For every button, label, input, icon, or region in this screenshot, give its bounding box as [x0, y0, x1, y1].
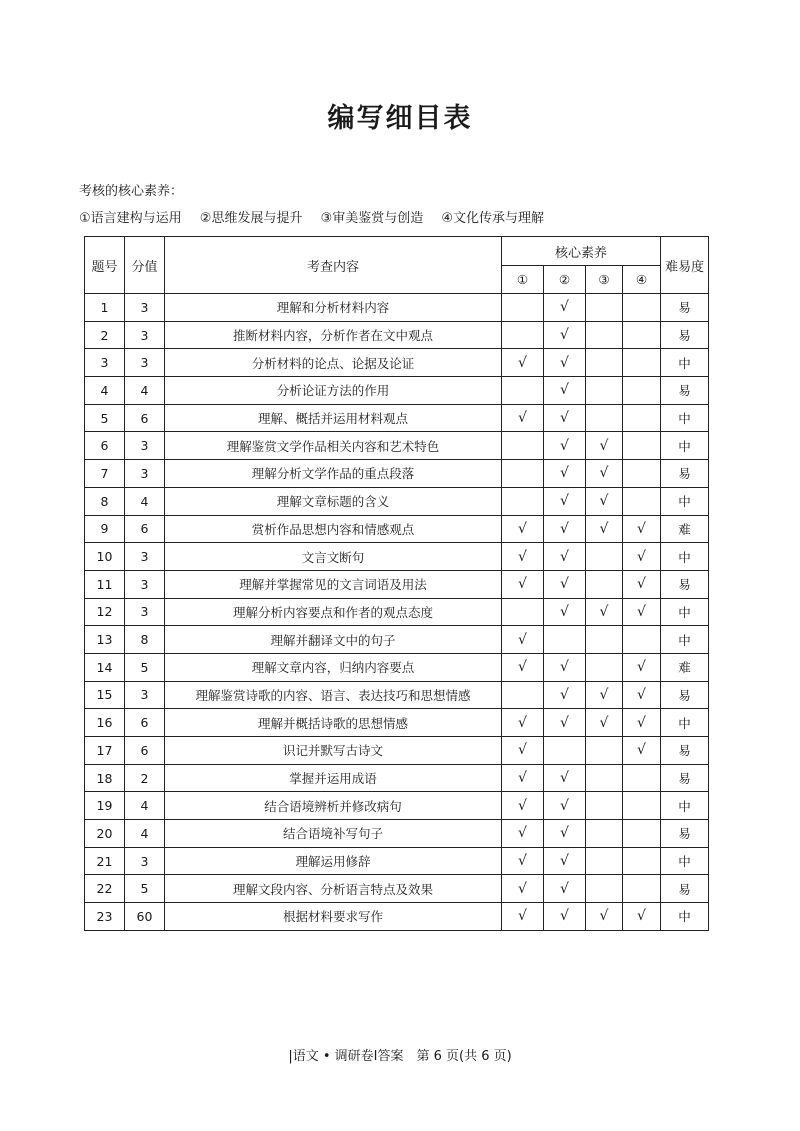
cell-core-4 [623, 847, 661, 875]
cell-core-2: √ [544, 515, 586, 543]
cell-score: 60 [125, 903, 165, 931]
cell-score: 4 [125, 377, 165, 405]
literacy-item-1: ①语言建构与运用 [79, 211, 182, 226]
cell-content: 根据材料要求写作 [165, 903, 502, 931]
cell-core-2: √ [544, 764, 586, 792]
table-row [85, 709, 709, 737]
cell-core-3: √ [586, 432, 623, 460]
table-row [85, 681, 709, 709]
cell-core-2: √ [544, 349, 586, 377]
table-row [85, 847, 709, 875]
cell-difficulty: 中 [661, 626, 709, 654]
table-row [85, 792, 709, 820]
cell-core-4: √ [623, 681, 661, 709]
cell-core-2: √ [544, 875, 586, 903]
cell-number: 8 [85, 487, 125, 515]
cell-number: 3 [85, 349, 125, 377]
cell-core-4 [623, 487, 661, 515]
cell-score: 8 [125, 626, 165, 654]
header-core-3: ③ [586, 266, 623, 294]
cell-difficulty: 中 [661, 847, 709, 875]
cell-difficulty: 中 [661, 792, 709, 820]
cell-core-3 [586, 626, 623, 654]
cell-number: 20 [85, 820, 125, 848]
cell-core-4 [623, 321, 661, 349]
cell-core-1 [502, 460, 544, 488]
table-row [85, 875, 709, 903]
header-core-literacy: 核心素养 [502, 237, 661, 266]
cell-core-3 [586, 543, 623, 571]
cell-core-3: √ [586, 709, 623, 737]
cell-core-2: √ [544, 792, 586, 820]
cell-core-3 [586, 737, 623, 765]
cell-number: 5 [85, 404, 125, 432]
literacy-intro-label: 考核的核心素养： [79, 184, 184, 199]
cell-number: 9 [85, 515, 125, 543]
cell-number: 10 [85, 543, 125, 571]
cell-core-2: √ [544, 377, 586, 405]
cell-core-3 [586, 764, 623, 792]
cell-content: 理解并翻译文中的句子 [165, 626, 502, 654]
cell-core-2: √ [544, 903, 586, 931]
cell-content: 理解和分析材料内容 [165, 294, 502, 322]
cell-core-3 [586, 653, 623, 681]
cell-core-3 [586, 349, 623, 377]
cell-number: 17 [85, 737, 125, 765]
cell-core-3 [586, 847, 623, 875]
cell-core-1: √ [502, 737, 544, 765]
cell-core-2: √ [544, 681, 586, 709]
cell-difficulty: 中 [661, 487, 709, 515]
cell-core-4: √ [623, 543, 661, 571]
cell-difficulty: 难 [661, 515, 709, 543]
header-difficulty: 难易度 [661, 237, 709, 294]
cell-core-1 [502, 321, 544, 349]
cell-content: 理解、概括并运用材料观点 [165, 404, 502, 432]
cell-core-4: √ [623, 709, 661, 737]
cell-content: 理解文段内容、分析语言特点及效果 [165, 875, 502, 903]
cell-number: 18 [85, 764, 125, 792]
cell-score: 6 [125, 515, 165, 543]
cell-core-4: √ [623, 598, 661, 626]
cell-content: 结合语境补写句子 [165, 820, 502, 848]
cell-core-3 [586, 377, 623, 405]
cell-score: 3 [125, 543, 165, 571]
table-row [85, 903, 709, 931]
cell-score: 4 [125, 792, 165, 820]
header-core-1: ① [502, 266, 544, 294]
cell-number: 21 [85, 847, 125, 875]
table-row [85, 460, 709, 488]
cell-content: 推断材料内容，分析作者在文中观点 [165, 321, 502, 349]
table-row [85, 820, 709, 848]
cell-difficulty: 易 [661, 820, 709, 848]
cell-core-4: √ [623, 570, 661, 598]
cell-difficulty: 易 [661, 570, 709, 598]
cell-core-4 [623, 875, 661, 903]
cell-number: 6 [85, 432, 125, 460]
header-content: 考查内容 [165, 237, 502, 294]
table-row [85, 294, 709, 322]
cell-core-1 [502, 377, 544, 405]
cell-difficulty: 中 [661, 404, 709, 432]
literacy-item-4: ④文化传承与理解 [441, 211, 545, 226]
cell-difficulty: 易 [661, 737, 709, 765]
cell-content: 文言文断句 [165, 543, 502, 571]
cell-core-1: √ [502, 349, 544, 377]
cell-core-1: √ [502, 764, 544, 792]
table-row [85, 321, 709, 349]
cell-core-3: √ [586, 487, 623, 515]
cell-number: 11 [85, 570, 125, 598]
table-row [85, 349, 709, 377]
cell-content: 理解文章内容，归纳内容要点 [165, 653, 502, 681]
cell-core-3 [586, 820, 623, 848]
cell-core-1: √ [502, 543, 544, 571]
cell-core-2: √ [544, 598, 586, 626]
cell-score: 3 [125, 598, 165, 626]
cell-content: 理解鉴赏文学作品相关内容和艺术特色 [165, 432, 502, 460]
cell-difficulty: 易 [661, 377, 709, 405]
cell-score: 5 [125, 875, 165, 903]
cell-core-2: √ [544, 820, 586, 848]
cell-content: 理解并概括诗歌的思想情感 [165, 709, 502, 737]
cell-number: 4 [85, 377, 125, 405]
cell-core-3 [586, 570, 623, 598]
cell-core-2: √ [544, 570, 586, 598]
cell-core-2: √ [544, 321, 586, 349]
cell-core-2: √ [544, 432, 586, 460]
cell-difficulty: 易 [661, 681, 709, 709]
cell-core-1: √ [502, 404, 544, 432]
table-row [85, 432, 709, 460]
cell-content: 理解鉴赏诗歌的内容、语言、表达技巧和思想情感 [165, 681, 502, 709]
cell-score: 4 [125, 487, 165, 515]
table-row [85, 764, 709, 792]
cell-core-1 [502, 487, 544, 515]
table-row [85, 404, 709, 432]
cell-difficulty: 易 [661, 294, 709, 322]
header-core-4: ④ [623, 266, 661, 294]
cell-core-4 [623, 294, 661, 322]
cell-number: 16 [85, 709, 125, 737]
cell-core-1 [502, 294, 544, 322]
cell-score: 3 [125, 847, 165, 875]
cell-core-1: √ [502, 903, 544, 931]
cell-core-4 [623, 432, 661, 460]
cell-number: 13 [85, 626, 125, 654]
table-row [85, 543, 709, 571]
cell-core-4 [623, 377, 661, 405]
cell-score: 3 [125, 432, 165, 460]
cell-content: 掌握并运用成语 [165, 764, 502, 792]
cell-core-2: √ [544, 487, 586, 515]
cell-core-2: √ [544, 404, 586, 432]
cell-core-2: √ [544, 460, 586, 488]
cell-content: 结合语境辨析并修改病句 [165, 792, 502, 820]
cell-core-4 [623, 460, 661, 488]
cell-core-3: √ [586, 460, 623, 488]
cell-core-3 [586, 404, 623, 432]
cell-score: 3 [125, 681, 165, 709]
cell-core-1 [502, 432, 544, 460]
cell-core-3: √ [586, 681, 623, 709]
cell-content: 分析论证方法的作用 [165, 377, 502, 405]
literacy-item-2: ②思维发展与提升 [199, 211, 303, 226]
cell-core-1: √ [502, 709, 544, 737]
cell-difficulty: 中 [661, 709, 709, 737]
cell-core-1: √ [502, 820, 544, 848]
page-title: 编写细目表 [327, 103, 473, 134]
cell-score: 6 [125, 737, 165, 765]
cell-score: 5 [125, 653, 165, 681]
cell-core-2: √ [544, 709, 586, 737]
cell-score: 3 [125, 349, 165, 377]
cell-core-4 [623, 792, 661, 820]
literacy-item-3: ③审美鉴赏与创造 [320, 211, 424, 226]
cell-score: 6 [125, 404, 165, 432]
cell-content: 赏析作品思想内容和情感观点 [165, 515, 502, 543]
table-row [85, 570, 709, 598]
cell-core-2 [544, 626, 586, 654]
cell-core-4: √ [623, 903, 661, 931]
literacy-list [79, 207, 558, 226]
cell-core-2: √ [544, 847, 586, 875]
cell-core-4: √ [623, 515, 661, 543]
cell-core-4 [623, 626, 661, 654]
cell-core-1: √ [502, 626, 544, 654]
header-number: 题号 [85, 237, 125, 294]
cell-core-1: √ [502, 653, 544, 681]
cell-number: 7 [85, 460, 125, 488]
cell-score: 3 [125, 570, 165, 598]
cell-core-4 [623, 349, 661, 377]
cell-score: 2 [125, 764, 165, 792]
cell-score: 4 [125, 820, 165, 848]
cell-difficulty: 中 [661, 598, 709, 626]
cell-core-4 [623, 404, 661, 432]
cell-core-4 [623, 764, 661, 792]
table-row [85, 598, 709, 626]
cell-number: 22 [85, 875, 125, 903]
cell-content: 识记并默写古诗文 [165, 737, 502, 765]
cell-core-1: √ [502, 570, 544, 598]
cell-core-1: √ [502, 792, 544, 820]
page-footer: |语文 • 调研卷Ⅰ答案 第 6 页(共 6 页) [288, 1049, 512, 1064]
table-row [85, 487, 709, 515]
cell-number: 12 [85, 598, 125, 626]
cell-number: 2 [85, 321, 125, 349]
cell-content: 理解分析内容要点和作者的观点态度 [165, 598, 502, 626]
specification-table [84, 236, 709, 931]
cell-core-3: √ [586, 903, 623, 931]
header-score: 分值 [125, 237, 165, 294]
cell-core-3 [586, 875, 623, 903]
cell-number: 1 [85, 294, 125, 322]
cell-core-1 [502, 598, 544, 626]
cell-difficulty: 中 [661, 903, 709, 931]
cell-score: 3 [125, 460, 165, 488]
cell-content: 理解分析文学作品的重点段落 [165, 460, 502, 488]
cell-number: 15 [85, 681, 125, 709]
cell-number: 14 [85, 653, 125, 681]
cell-core-1: √ [502, 847, 544, 875]
cell-difficulty: 易 [661, 321, 709, 349]
cell-core-1: √ [502, 875, 544, 903]
table-row [85, 377, 709, 405]
table-row [85, 626, 709, 654]
cell-number: 23 [85, 903, 125, 931]
cell-core-2: √ [544, 294, 586, 322]
cell-difficulty: 易 [661, 875, 709, 903]
table-row [85, 653, 709, 681]
cell-difficulty: 难 [661, 653, 709, 681]
cell-score: 3 [125, 294, 165, 322]
cell-core-4: √ [623, 737, 661, 765]
cell-core-3 [586, 792, 623, 820]
cell-core-2 [544, 737, 586, 765]
cell-core-1 [502, 681, 544, 709]
cell-core-3 [586, 294, 623, 322]
cell-core-2: √ [544, 543, 586, 571]
cell-core-4 [623, 820, 661, 848]
cell-core-3: √ [586, 515, 623, 543]
table-body [85, 294, 709, 931]
cell-core-4: √ [623, 653, 661, 681]
cell-score: 3 [125, 321, 165, 349]
cell-score: 6 [125, 709, 165, 737]
cell-core-1: √ [502, 515, 544, 543]
cell-content: 理解并掌握常见的文言词语及用法 [165, 570, 502, 598]
header-core-2: ② [544, 266, 586, 294]
cell-difficulty: 中 [661, 432, 709, 460]
cell-difficulty: 中 [661, 349, 709, 377]
cell-content: 理解文章标题的含义 [165, 487, 502, 515]
cell-difficulty: 易 [661, 460, 709, 488]
cell-difficulty: 中 [661, 543, 709, 571]
cell-core-2: √ [544, 653, 586, 681]
cell-number: 19 [85, 792, 125, 820]
cell-core-3: √ [586, 598, 623, 626]
cell-content: 分析材料的论点、论据及论证 [165, 349, 502, 377]
cell-core-3 [586, 321, 623, 349]
table-row [85, 515, 709, 543]
cell-difficulty: 易 [661, 764, 709, 792]
cell-content: 理解运用修辞 [165, 847, 502, 875]
table-row [85, 737, 709, 765]
